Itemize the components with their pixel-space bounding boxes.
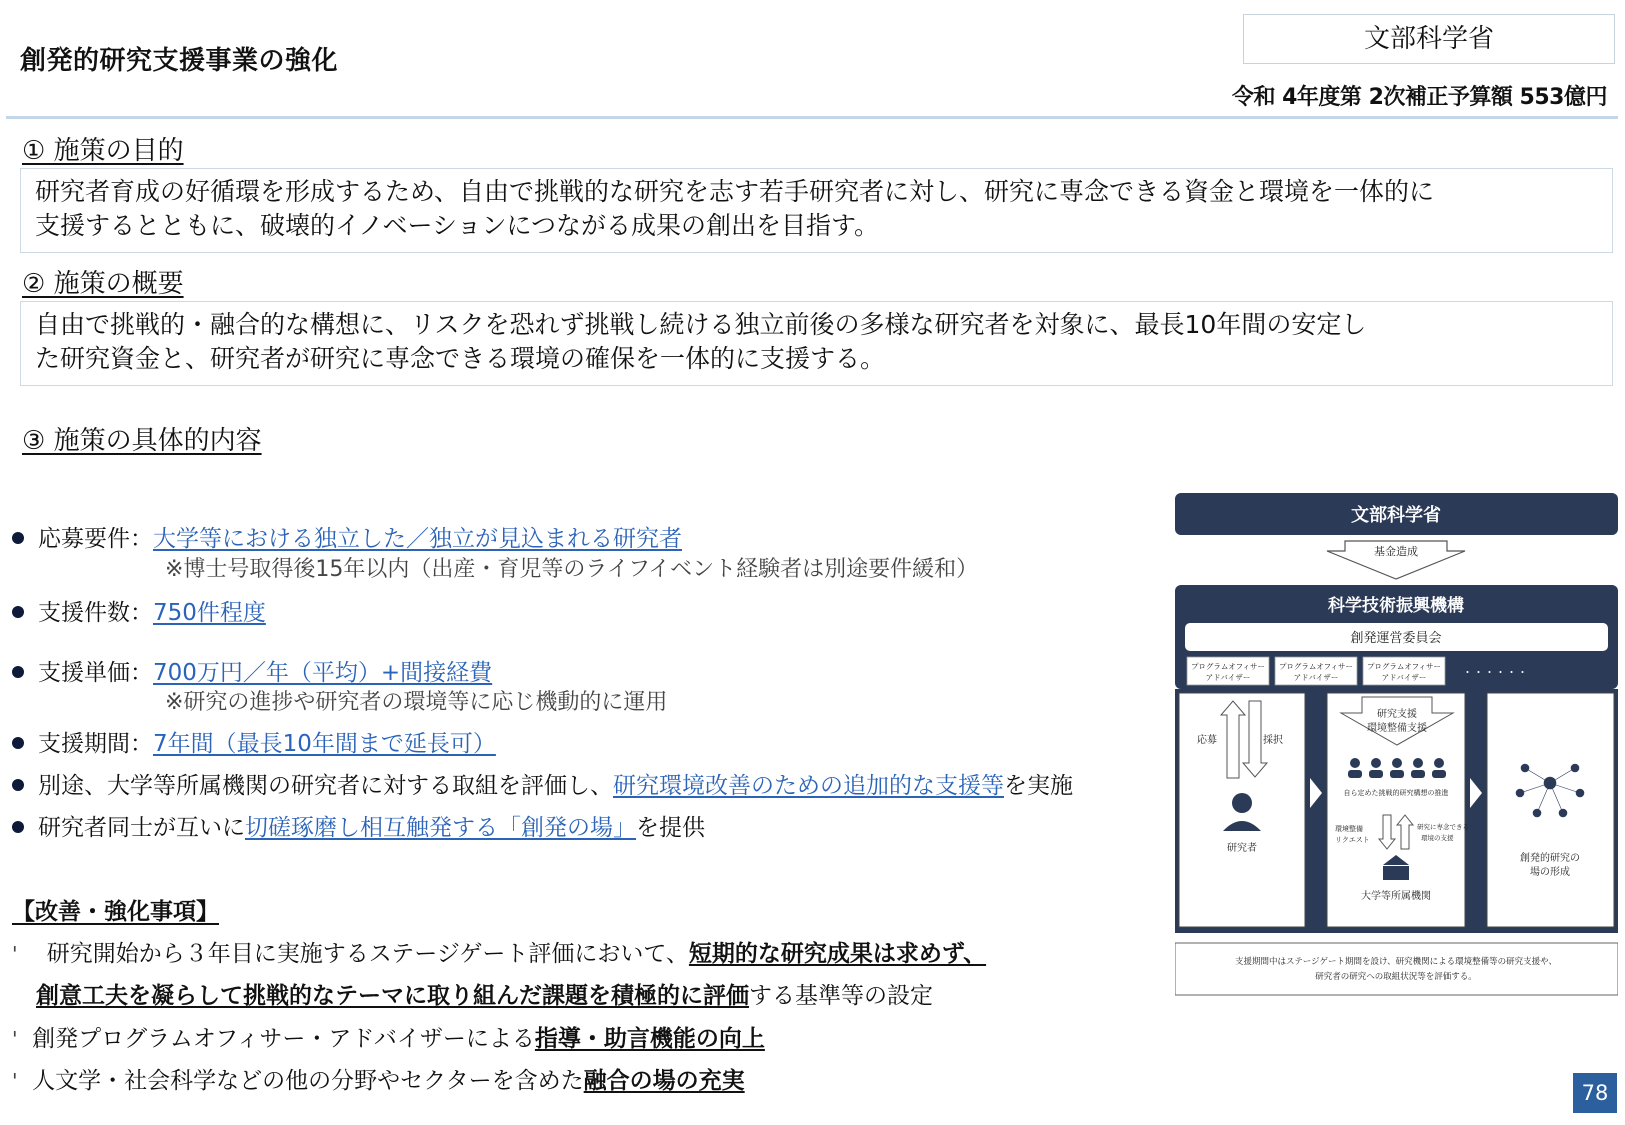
svg-text:プログラムオフィサー: プログラムオフィサー xyxy=(1366,662,1442,671)
improvement-1-bold: 短期的な研究成果は求めず、 xyxy=(688,941,987,967)
field-label-2: 場の形成 xyxy=(1530,867,1570,878)
improvement-item-1 xyxy=(12,935,986,968)
eligibility-note: ※博士号取得後15年以内（出産・育児等のライフイベント経験者は別途要件緩和） xyxy=(165,557,979,582)
overview-line-1: 自由で挑戦的・融合的な構想に、リスクを恐れず挑戦し続ける独立前後の多様な研究者を対象に、最長10年間の安定し xyxy=(35,310,1367,339)
own-research-label: 自ら定めた挑戦的研究構想の推進 xyxy=(1343,789,1449,797)
eligibility-link[interactable]: 大学等における独立した／独立が見込まれる研究者 xyxy=(153,526,682,552)
env-request-label-1: 環境整備 xyxy=(1335,825,1363,833)
period-link[interactable]: 7年間（最長10年間まで延長可） xyxy=(153,731,496,757)
purpose-box xyxy=(20,168,1613,253)
diagram-committee-label: 創発運営委員会 xyxy=(1350,631,1442,646)
tick-mark: ' xyxy=(12,942,18,966)
bullet-count xyxy=(12,594,266,627)
svg-text:アドバイザー: アドバイザー xyxy=(1293,673,1339,682)
improvement-1b-bold: 創意工夫を凝らして挑戦的なテーマに取り組んだ課題を積極的に評価 xyxy=(36,983,749,1009)
improvement-item-3 xyxy=(12,1062,745,1095)
improvement-3-bold: 融合の場の充実 xyxy=(583,1068,745,1094)
bullet-unit-price xyxy=(12,654,492,687)
header-divider xyxy=(6,116,1618,119)
bullet-institution xyxy=(12,767,1073,800)
program-diagram xyxy=(1175,493,1618,1009)
bullet-dot xyxy=(12,779,24,791)
eligibility-label: 応募要件： xyxy=(38,526,153,552)
svg-text:プログラムオフィサー: プログラムオフィサー xyxy=(1190,662,1266,671)
env-support-label-2: 環境の支援 xyxy=(1421,834,1454,842)
bullet-field xyxy=(12,809,705,842)
field-label-1: 創発的研究の xyxy=(1520,853,1580,864)
env-support-label-1: 研究に専念できる xyxy=(1417,823,1469,831)
improvement-2-bold: 指導・助言機能の向上 xyxy=(534,1026,765,1052)
unit-price-note: ※研究の進捗や研究者の環境等に応じ機動的に運用 xyxy=(165,690,668,715)
po-box-3 xyxy=(1363,657,1445,685)
overview-box xyxy=(20,301,1613,386)
page-title: 創発的研究支援事業の強化 xyxy=(20,46,339,76)
svg-text:プログラムオフィサー: プログラムオフィサー xyxy=(1278,662,1354,671)
support-label-1: 研究支援 xyxy=(1377,709,1417,720)
unit-price-link[interactable]: 700万円／年（平均）+間接経費 xyxy=(153,660,493,686)
count-link[interactable]: 750件程度 xyxy=(153,600,266,626)
researcher-label: 研究者 xyxy=(1227,843,1257,854)
institution-pre: 別途、大学等所属機関の研究者に対する取組を評価し、 xyxy=(38,773,613,799)
period-label: 支援期間： xyxy=(38,731,153,757)
po-box-1 xyxy=(1187,657,1269,685)
diagram-footer-line-1: 支援期間中はステージゲート期間を設け、研究機関による環境整備等の研究支援や、 xyxy=(1235,957,1557,967)
section-heading-details: ③ 施策の具体的内容 xyxy=(22,426,262,456)
bullet-dot xyxy=(12,606,24,618)
overview-line-2: た研究資金と、研究者が研究に専念できる環境の確保を一体的に支援する。 xyxy=(35,344,886,373)
field-panel xyxy=(1487,693,1614,927)
bullet-dot xyxy=(12,666,24,678)
diagram-fund-label: 基金造成 xyxy=(1374,545,1418,558)
apply-label: 応募 xyxy=(1197,735,1217,746)
env-request-label-2: リクエスト xyxy=(1335,836,1370,844)
page-number: 78 xyxy=(1573,1073,1617,1113)
select-label: 採択 xyxy=(1263,735,1283,746)
section-heading-purpose: ① 施策の目的 xyxy=(22,136,184,166)
improvement-item-1-cont xyxy=(36,977,933,1010)
improvements-heading: 【改善・強化事項】 xyxy=(12,899,219,925)
institution-link[interactable]: 研究環境改善のための追加的な支援等 xyxy=(613,773,1004,799)
po-box-2 xyxy=(1275,657,1357,685)
diagram-footer-line-2: 研究者の研究への取組状況等を評価する。 xyxy=(1315,972,1477,982)
purpose-line-1: 研究者育成の好循環を形成するため、自由で挑戦的な研究を志す若手研究者に対し、研究に専念できる資金と環境を一体的に xyxy=(35,177,1435,206)
improvement-3-text: 人文学・社会科学などの他の分野やセクターを含めた xyxy=(32,1068,584,1094)
bullet-period xyxy=(12,725,496,758)
improvement-1-text: 研究開始から３年目に実施するステージゲート評価において、 xyxy=(46,941,689,967)
purpose-line-2: 支援するとともに、破壊的イノベーションにつながる成果の創出を目指す。 xyxy=(35,211,880,240)
unit-price-label: 支援単価： xyxy=(38,660,153,686)
ministry-label: 文部科学省 xyxy=(1243,14,1615,64)
field-pre: 研究者同士が互いに xyxy=(38,815,245,841)
field-post: を提供 xyxy=(636,815,705,841)
bullet-dot xyxy=(12,532,24,544)
support-label-2: 環境整備支援 xyxy=(1367,723,1427,734)
bullet-dot xyxy=(12,821,24,833)
improvement-2-text: 創発プログラムオフィサー・アドバイザーによる xyxy=(32,1026,535,1052)
svg-text:アドバイザー: アドバイザー xyxy=(1381,673,1427,682)
diagram-footer-box xyxy=(1175,943,1618,995)
improvement-1b-text: する基準等の設定 xyxy=(749,983,933,1009)
budget-label: 令和 4年度第 2次補正予算額 553億円 xyxy=(1231,85,1607,110)
count-label: 支援件数： xyxy=(38,600,153,626)
university-label: 大学等所属機関 xyxy=(1361,891,1431,902)
field-link[interactable]: 切磋琢磨し相互触発する「創発の場」 xyxy=(245,815,636,841)
diagram-jst-label: 科学技術振興機構 xyxy=(1328,596,1464,616)
section-heading-overview: ② 施策の概要 xyxy=(22,269,184,299)
diagram-mext-label: 文部科学省 xyxy=(1351,505,1441,526)
institution-post: を実施 xyxy=(1004,773,1073,799)
tick-mark: ' xyxy=(12,1027,18,1051)
bullet-dot xyxy=(12,737,24,749)
po-ellipsis: ・・・・・・ xyxy=(1462,666,1528,679)
improvement-item-2 xyxy=(12,1020,765,1053)
svg-text:アドバイザー: アドバイザー xyxy=(1205,673,1251,682)
bullet-eligibility xyxy=(12,520,682,553)
tick-mark: ' xyxy=(12,1069,18,1093)
